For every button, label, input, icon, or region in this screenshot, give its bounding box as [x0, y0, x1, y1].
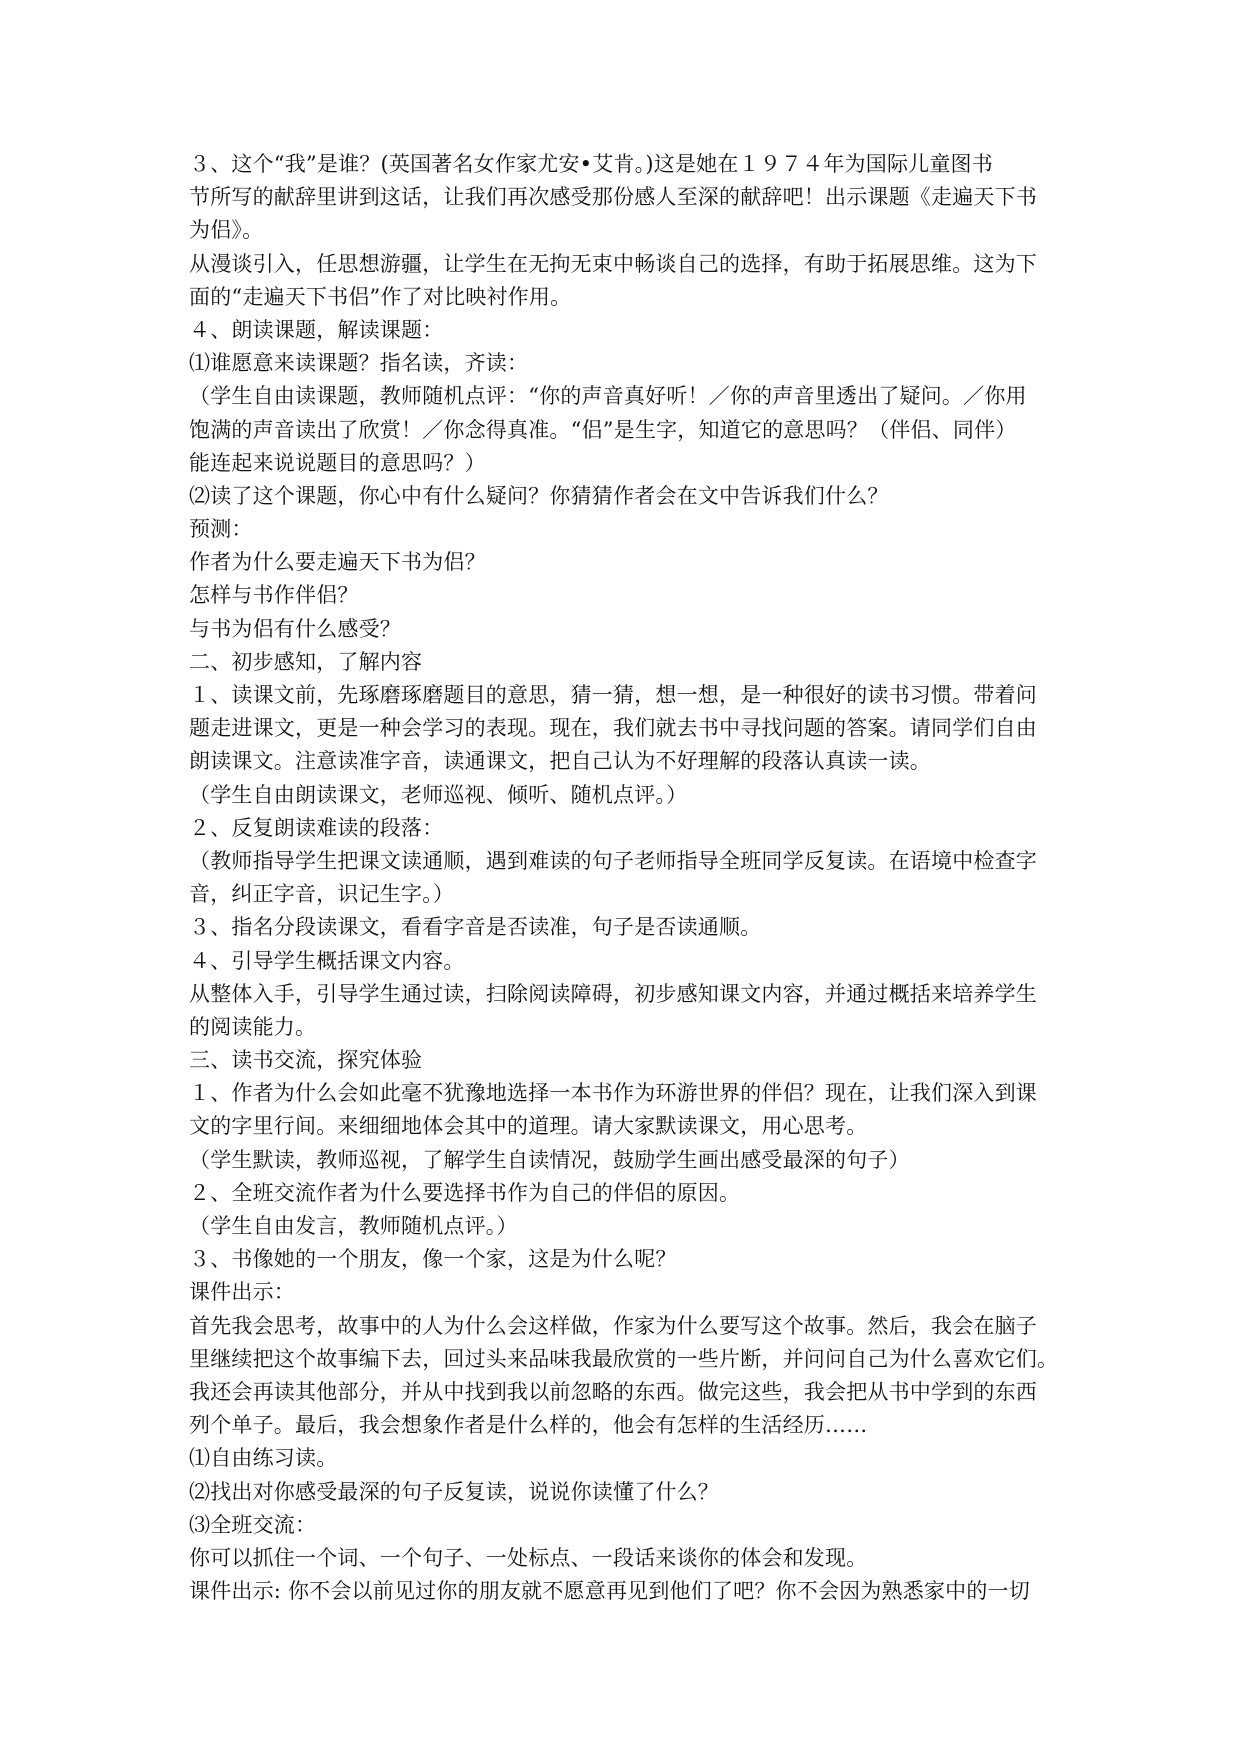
text-line: 列个单子。最后，我会想象作者是什么样的，他会有怎样的生活经历……: [189, 1413, 868, 1438]
text-line: （教师指导学生把课文读通顺，遇到难读的句子老师指导全班同学反复读。在语境中检查字: [189, 848, 1037, 873]
section-item: ２、全班交流作者为什么要选择书作为自己的伴侣的原因。: [189, 1180, 741, 1205]
text-line: 你可以抓住一个词、一个句子、一处标点、一段话来谈你的体会和发现。: [189, 1545, 868, 1570]
section-item: ４、引导学生概括课文内容。: [189, 948, 465, 973]
text-line: 文的字里行间。来细细地体会其中的道理。请大家默读课文，用心思考。: [189, 1114, 868, 1139]
text-line: １、作者为什么会如此毫不犹豫地选择一本书作为环游世界的伴侣？现在，让我们深入到课: [189, 1081, 1037, 1106]
text-line: （学生默读，教师巡视，了解学生自读情况，鼓励学生画出感受最深的句子）: [189, 1147, 910, 1172]
text-line: 节所写的献辞里讲到这话，让我们再次感受那份感人至深的献辞吧！出示课题《走遍天下书: [189, 185, 1037, 210]
text-line: ⑶全班交流：: [189, 1512, 317, 1537]
text-line: （学生自由朗读课文，老师巡视、倾听、随机点评。）: [189, 782, 688, 807]
text-line: 题走进课文，更是一种会学习的表现。现在，我们就去书中寻找问题的答案。请同学们自由: [189, 716, 1037, 741]
section-item: ３、指名分段读课文，看看字音是否读准，句子是否读通顺。: [189, 915, 762, 940]
text-line: ⑵找出对你感受最深的句子反复读，说说你读懂了什么？: [189, 1479, 719, 1504]
text-line: １、读课文前，先琢磨琢磨题目的意思，猜一猜，想一想，是一种很好的读书习惯。带着问: [189, 683, 1037, 707]
section-item: ３、书像她的一个朋友，像一个家，这是为什么呢？: [189, 1247, 677, 1272]
text-line: 首先我会思考，故事中的人为什么会这样做，作家为什么要写这个故事。然后，我会在脑子: [189, 1313, 1037, 1338]
text-line: 作者为什么要走遍天下书为侣？: [189, 550, 486, 575]
text-line: 与书为侣有什么感受？: [189, 616, 401, 641]
section-heading: 三、读书交流，探究体验: [189, 1048, 423, 1073]
text-line: 从漫谈引入，任思想游疆，让学生在无拘无束中畅谈自己的选择，有助于拓展思维。这为下: [189, 251, 1037, 276]
document-body: [189, 148, 1059, 1608]
text-line: 预测：: [189, 517, 253, 542]
text-line: 我还会再读其他部分，并从中找到我以前忽略的东西。做完这些，我会把从书中学到的东西: [189, 1379, 1037, 1404]
text-line: 饱满的声音读出了欣赏！／你念得真准。“侣”是生字，知道它的意思吗？（伴侣、同伴）: [189, 417, 1017, 442]
text-line: 课件出示: 你不会以前见过你的朋友就不愿意再见到他们了吧？你不会因为熟悉家中的一切: [189, 1579, 1030, 1604]
text-line: 课件出示：: [189, 1280, 295, 1305]
text-line: 的阅读能力。: [189, 1014, 317, 1039]
text-line: （学生自由读课题，教师随机点评：“你的声音真好听！／你的声音里透出了疑问。／你用: [189, 384, 1027, 409]
text-line: 从整体入手，引导学生通过读，扫除阅读障碍，初步感知课文内容，并通过概括来培养学生: [189, 981, 1037, 1006]
text-line: ⑴谁愿意来读课题？指名读，齐读：: [189, 351, 529, 376]
text-line: ⑴自由练习读。: [189, 1446, 338, 1471]
text-line: 怎样与书作伴侣？: [189, 583, 359, 608]
section-heading: 二、初步感知，了解内容: [189, 649, 423, 674]
text-line: 朗读课文。注意读准字音，读通课文，把自己认为不好理解的段落认真读一读。: [189, 749, 931, 774]
text-line: ３、这个“我”是谁？(英国著名女作家尤安•艾肯。)这是她在１９７４年为国际儿童图书: [189, 152, 993, 176]
text-line: （学生自由发言，教师随机点评。）: [189, 1214, 518, 1238]
text-line: 音，纠正字音，识记生字。）: [189, 882, 455, 907]
text-line: 能连起来说说题目的意思吗？）: [189, 450, 486, 475]
text-line: 面的“走遍天下书侣”作了对比映衬作用。: [189, 284, 572, 309]
section-item: ４、朗读课题，解读课题：: [189, 317, 444, 342]
text-line: 里继续把这个故事编下去，回过头来品味我最欣赏的一些片断，并问问自己为什么喜欢它们。: [189, 1346, 1059, 1371]
section-item: ２、反复朗读难读的段落：: [189, 815, 444, 840]
text-line: ⑵读了这个课题，你心中有什么疑问？你猜猜作者会在文中告诉我们什么？: [189, 483, 889, 508]
text-line: 为侣》。: [189, 218, 264, 243]
